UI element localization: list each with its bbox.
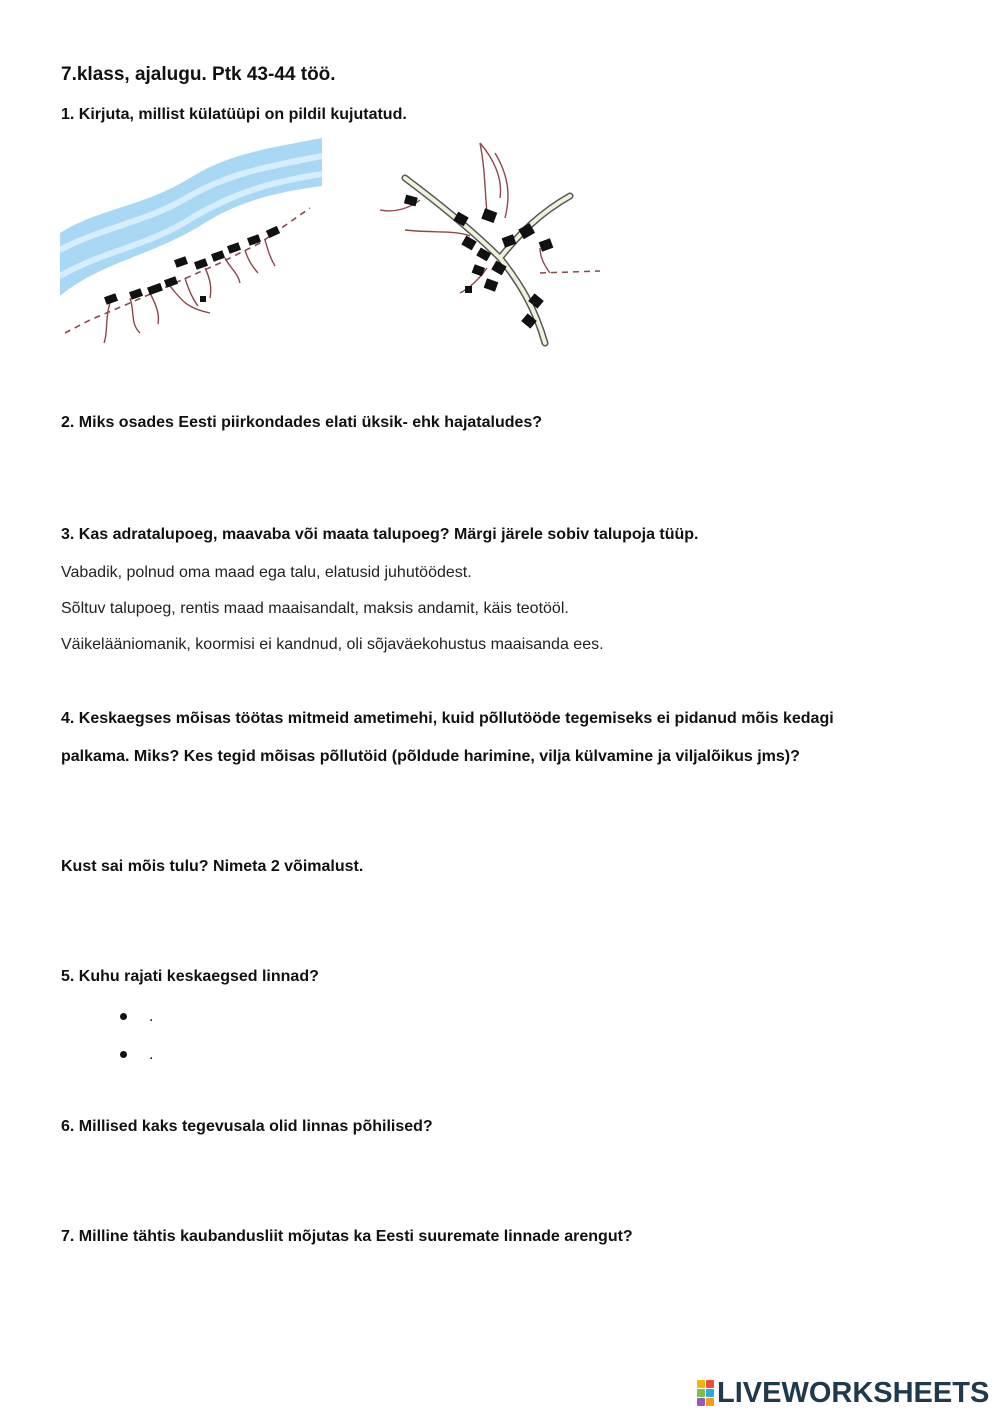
page-title: 7.klass, ajalugu. Ptk 43-44 töö.: [61, 64, 336, 85]
q3-statement-3: Väikelääniomanik, koormisi ei kandnud, oli sõjaväekohustus maaisanda ees.: [61, 636, 604, 653]
q5-bullet-2: .: [120, 1046, 153, 1064]
river-village-map-icon: [60, 138, 322, 350]
bullet-icon: [120, 1013, 127, 1020]
question-5: 5. Kuhu rajati keskaegsed linnad?: [61, 968, 319, 985]
logo-mark-icon: [697, 1380, 714, 1406]
q3-statement-1: Vabadik, polnud oma maad ega talu, elatusid juhutöödest.: [61, 564, 472, 581]
crossroads-village-map-icon: [375, 138, 600, 350]
bullet-icon: [120, 1051, 127, 1058]
q3-statement-2: Sõltuv talupoeg, rentis maad maaisandalt, maksis andamit, käis teotööl.: [61, 600, 569, 617]
liveworksheets-logo: [697, 1376, 989, 1410]
question-4-line-2: palkama. Miks? Kes tegid mõisas põllutöid (põldude harimine, vilja külvamine ja viljalõikus jms)?: [61, 748, 800, 765]
question-2: 2. Miks osades Eesti piirkondades elati üksik- ehk hajataludes?: [61, 414, 543, 431]
question-1: 1. Kirjuta, millist külatüüpi on pildil kujutatud.: [61, 106, 407, 123]
question-3: 3. Kas adratalupoeg, maavaba või maata talupoeg? Märgi järele sobiv talupoja tüüp.: [61, 526, 699, 543]
question-7: 7. Milline tähtis kaubandusliit mõjutas ka Eesti suuremate linnade arengut?: [61, 1228, 633, 1245]
logo-text: LIVEWORKSHEETS: [717, 1376, 990, 1409]
q5-bullet-1: .: [120, 1008, 153, 1026]
question-4-line-1: 4. Keskaegses mõisas töötas mitmeid ametimehi, kuid põllutööde tegemiseks ei pidanud mõis kedagi: [61, 710, 834, 727]
question-6: 6. Millised kaks tegevusala olid linnas põhilised?: [61, 1118, 433, 1135]
question-4-sub: Kust sai mõis tulu? Nimeta 2 võimalust.: [61, 858, 364, 875]
